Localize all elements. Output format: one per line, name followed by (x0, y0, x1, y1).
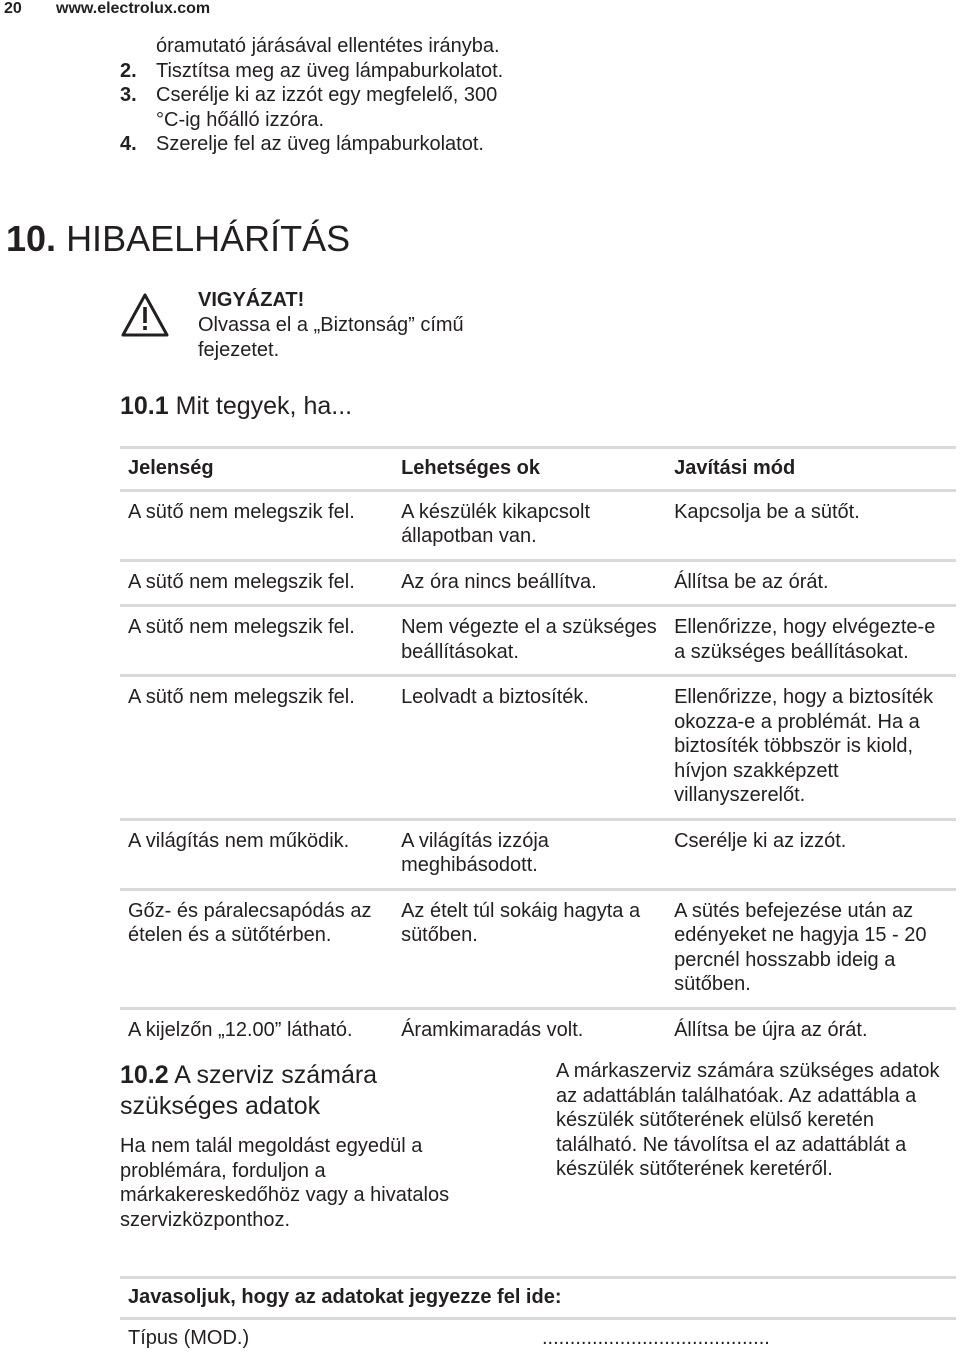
service-paragraph-right: A márkaszerviz számára szükséges adatok az adattáblán találhatóak. Az adattábla a készülék sütőterének elülső keretén található. Ne távolítsa el az adattáblát a készülék sütőterének keretéről. (556, 1060, 940, 1180)
troubleshooting-table (120, 446, 956, 1052)
table-row (120, 1008, 956, 1052)
table-row (120, 490, 956, 560)
section-title: HIBAELHÁRÍTÁS (66, 218, 351, 259)
step-number: 2. (120, 59, 137, 82)
record-label: Típus (MOD.) (128, 1327, 250, 1349)
table-header-row (120, 448, 956, 491)
warning-box (198, 288, 468, 363)
record-row (120, 1320, 956, 1358)
column-header: Javítási mód (666, 448, 956, 491)
table-cell: A világítás nem működik. (120, 819, 393, 889)
table-cell: Leolvadt a biztosíték. (393, 676, 666, 820)
table-row (120, 889, 956, 1008)
table-row (120, 606, 956, 676)
table-cell: Cserélje ki az izzót. (666, 819, 956, 889)
site-url: www.electrolux.com (56, 0, 211, 17)
subsection-heading (120, 392, 352, 421)
table-cell: Ellenőrizze, hogy elvégezte-e a szükséges beállításokat. (666, 606, 956, 676)
section-heading (6, 218, 350, 260)
column-header: Jelenség (120, 448, 393, 491)
table-cell: A sütő nem melegszik fel. (120, 560, 393, 606)
column-header: Lehetséges ok (393, 448, 666, 491)
table-cell: Az óra nincs beállítva. (393, 560, 666, 606)
subsection-title: Mit tegyek, ha... (175, 392, 353, 420)
table-row (120, 819, 956, 889)
table-row (120, 560, 956, 606)
subsection-heading (120, 1060, 500, 1122)
table-cell: Áramkimaradás volt. (401, 1018, 584, 1041)
step-number: 4. (120, 133, 137, 155)
step-number: 3. (120, 84, 137, 106)
service-paragraph-left: Ha nem talál megoldást egyedül a problémára, forduljon a márkakereskedőhöz vagy a hivatalos szervizközponthoz. (120, 1135, 450, 1231)
step-text: Cserélje ki az izzót egy megfelelő, 300 °C-ig hőálló izzóra. (156, 84, 498, 131)
subsection-title: A szerviz számára szükséges adatok (120, 1061, 378, 1120)
step-item (120, 132, 520, 157)
table-cell: A világítás izzója meghibásodott. (393, 819, 666, 889)
record-heading: Javasoljuk, hogy az adatokat jegyezze fel ide: (120, 1276, 956, 1320)
step-list (120, 34, 520, 157)
warning-title: VIGYÁZAT! (198, 289, 305, 311)
warning-text: Olvassa el a „Biztonság” című fejezetet. (198, 314, 464, 361)
step-text: óramutató járásával ellentétes irányba. (156, 35, 500, 57)
step-text: Tisztítsa meg az üveg lámpaburkolatot. (156, 59, 504, 82)
table-cell: A sütés befejezése után az edényeket ne hagyja 15 - 20 percnél hosszabb ideig a sütőben. (666, 889, 956, 1008)
subsection-number: 10.2 (120, 1061, 169, 1089)
table-cell: Állítsa be újra az órát. (674, 1018, 868, 1041)
table-cell: Állítsa be az órát. (666, 560, 956, 606)
table-row (120, 676, 956, 820)
table-cell: A készülék kikapcsolt állapotban van. (393, 490, 666, 560)
table-cell: Gőz- és páralecsapódás az ételen és a sütőtérben. (120, 889, 393, 1008)
record-value-blank: ......................................... (542, 1327, 770, 1349)
step-text: Szerelje fel az üveg lámpaburkolatot. (156, 133, 484, 155)
record-table (120, 1276, 956, 1358)
table-cell: Az ételt túl sokáig hagyta a sütőben. (393, 889, 666, 1008)
table-cell: A sütő nem melegszik fel. (120, 490, 393, 560)
table-cell: Ellenőrizze, hogy a biztosíték okozza-e a problémát. Ha a biztosíték többször is kiold, hívjon szakképzett villanyszerelőt. (666, 676, 956, 820)
table-cell: A sütő nem melegszik fel. (120, 676, 393, 820)
step-item (120, 59, 520, 84)
table-cell: A sütő nem melegszik fel. (120, 606, 393, 676)
table-cell: Kapcsolja be a sütőt. (666, 490, 956, 560)
table-cell: Nem végezte el a szükséges beállításokat. (393, 606, 666, 676)
page-number: 20 (4, 0, 22, 17)
section-number: 10. (6, 218, 57, 259)
step-item (120, 83, 520, 132)
table-cell: A kijelzőn „12.00” látható. (128, 1018, 353, 1041)
subsection-number: 10.1 (120, 392, 169, 420)
warning-triangle-icon (120, 292, 170, 338)
step-item (120, 34, 520, 59)
